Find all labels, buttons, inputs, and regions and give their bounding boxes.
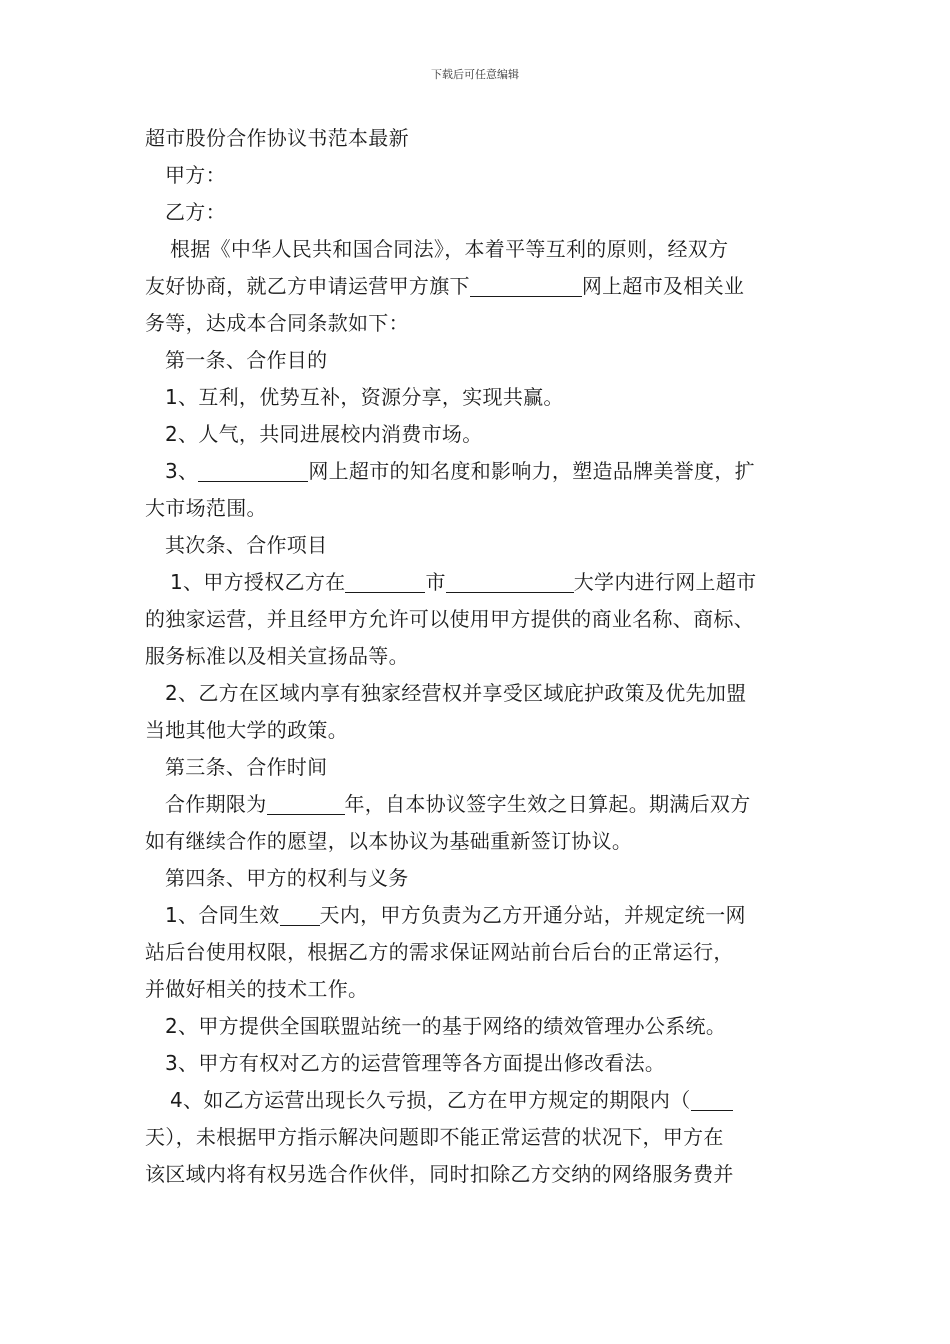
article-4-item-1-cont: 并做好相关的技术工作。 [145, 977, 369, 1001]
intro-line-3: 务等，达成本合同条款如下： [145, 311, 409, 335]
blank-field [198, 459, 308, 482]
item-text: 1、合同生效 [165, 903, 280, 927]
item-text: 年，自本协议签字生效之日算起。期满后双方 [344, 792, 751, 816]
item-text: 合作期限为 [165, 792, 267, 816]
article-4-item-3: 3、甲方有权对乙方的运营管理等各方面提出修改看法。 [165, 1051, 666, 1075]
item-text: 1、甲方授权乙方在 [170, 570, 346, 594]
article-1-heading: 第一条、合作目的 [165, 348, 328, 372]
article-2-item-1 [145, 564, 825, 601]
article-3-line-1 [145, 786, 825, 823]
blank-field [280, 903, 320, 926]
blank-field [470, 274, 582, 297]
article-2-item-2-cont: 当地其他大学的政策。 [145, 718, 348, 742]
article-3-line-2: 如有继续合作的愿望，以本协议为基础重新签订协议。 [145, 829, 633, 853]
article-4-item-4-cont: 该区域内将有权另选合作伙伴，同时扣除乙方交纳的网络服务费并 [145, 1162, 734, 1186]
item-text: 市 [425, 570, 446, 594]
article-4-item-2: 2、甲方提供全国联盟站统一的基于网络的绩效管理办公系统。 [165, 1014, 727, 1038]
article-2-heading: 其次条、合作项目 [165, 533, 328, 557]
article-4-item-4 [145, 1082, 825, 1119]
blank-field [267, 792, 345, 815]
article-4-item-4-cont: 天），未根据甲方指示解决问题即不能正常运营的状况下，甲方在 [145, 1125, 724, 1149]
document-body [145, 120, 825, 1193]
intro-line-2 [145, 268, 825, 305]
item-text: 天内，甲方负责为乙方开通分站，并规定统一网 [319, 903, 746, 927]
article-1-item-2: 2、人气，共同进展校内消费市场。 [165, 422, 483, 446]
party-a-label: 甲方： [165, 163, 226, 187]
item-text: 网上超市的知名度和影响力，塑造品牌美誉度，扩 [308, 459, 755, 483]
article-3-heading: 第三条、合作时间 [165, 755, 328, 779]
item-text: 4、如乙方运营出现长久亏损，乙方在甲方规定的期限内（ [170, 1088, 691, 1112]
article-4-item-1-cont: 站后台使用权限，根据乙方的需求保证网站前台后台的正常运行， [145, 940, 734, 964]
article-1-item-3-cont: 大市场范围。 [145, 496, 267, 520]
article-4-heading: 第四条、甲方的权利与义务 [165, 866, 409, 890]
item-text: 大学内进行网上超市 [573, 570, 757, 594]
blank-field [446, 570, 574, 593]
blank-field [691, 1088, 733, 1111]
document-title: 超市股份合作协议书范本最新 [145, 126, 409, 150]
article-2-item-1-cont: 的独家运营，并且经甲方允许可以使用甲方提供的商业名称、商标、 [145, 607, 754, 631]
article-4-item-1 [145, 897, 825, 934]
page-header: 下载后可任意编辑 [431, 68, 519, 81]
article-2-item-2: 2、乙方在区域内享有独家经营权并享受区域庇护政策及优先加盟 [165, 681, 747, 705]
intro-text: 友好协商，就乙方申请运营甲方旗下 [145, 274, 470, 298]
blank-field [345, 570, 425, 593]
intro-text: 网上超市及相关业 [581, 274, 745, 298]
party-b-label: 乙方： [165, 200, 226, 224]
intro-line-1: 根据《中华人民共和国合同法》，本着平等互利的原则，经双方 [170, 237, 729, 261]
item-text: 3、 [165, 459, 199, 483]
article-1-item-3 [145, 453, 825, 490]
article-2-item-1-cont: 服务标准以及相关宣扬品等。 [145, 644, 409, 668]
article-1-item-1: 1、互利，优势互补，资源分享，实现共赢。 [165, 385, 564, 409]
